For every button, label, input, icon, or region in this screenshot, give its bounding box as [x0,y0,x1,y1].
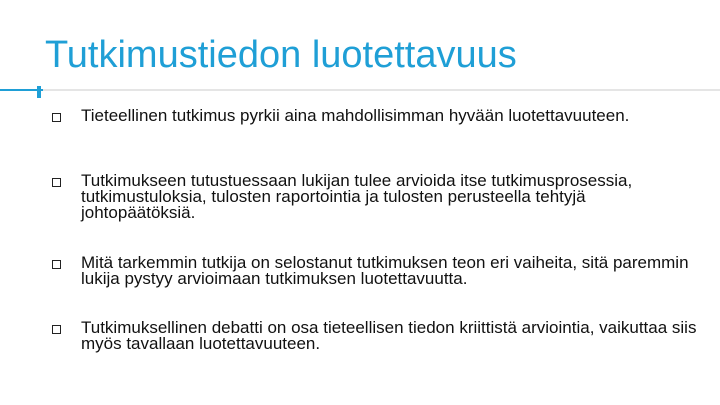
hollow-square-icon [52,325,61,334]
hollow-square-icon [52,113,61,122]
title-accent-marker [37,86,41,98]
hollow-square-icon [52,260,61,269]
bullet-text: Tieteellinen tutkimus pyrkii aina mahdollisimman hyvään luotettavuuteen. [81,106,630,125]
slide-title: Tutkimustiedon luotettavuus [45,34,517,76]
bullet-text: Mitä tarkemmin tutkija on selostanut tutkimuksen teon eri vaiheita, sitä paremmin lukija pystyy arvioimaan tutkimuksen luotettavuutta. [81,253,689,288]
title-divider [43,89,720,91]
bullet-text: Tutkimuksellinen debatti on osa tieteellisen tiedon kriittistä arviointia, vaikuttaa siis myös tavallaan luotettavuuteen. [81,318,697,353]
bullet-text: Tutkimukseen tutustuessaan lukijan tulee arvioida itse tutkimusprosessia, tutkimustuloksia, tulosten raportointia ja tulosten perusteella tehtyjä johtopäätöksiä. [81,171,633,222]
hollow-square-icon [52,178,61,187]
